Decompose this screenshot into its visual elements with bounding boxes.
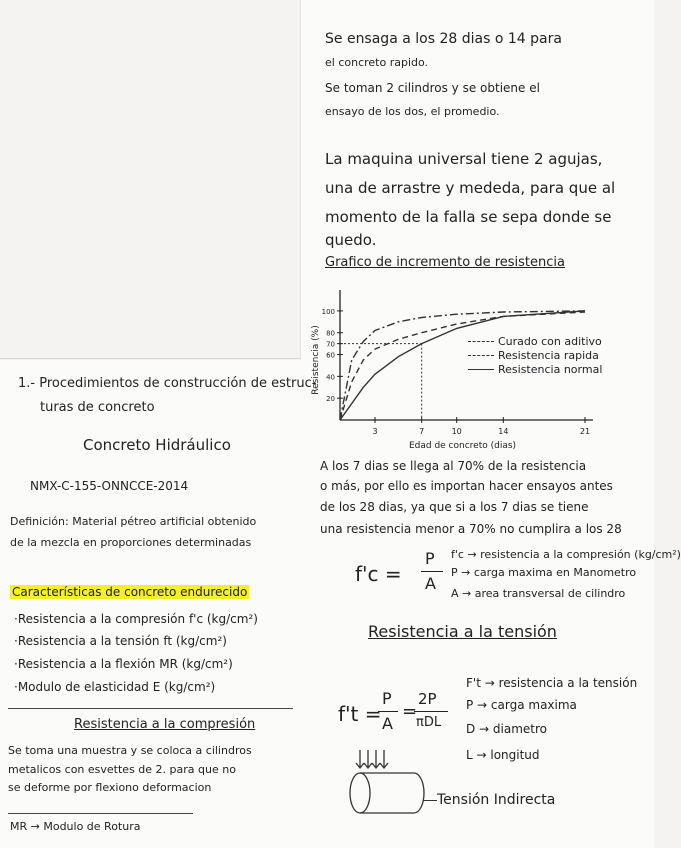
x-tick-label: 21 — [579, 427, 591, 436]
tension-def: L → longitud — [466, 748, 540, 762]
legend — [468, 334, 602, 376]
legend-label: Resistencia normal — [498, 362, 603, 376]
mr-note: MR → Modulo de Rotura — [10, 820, 141, 833]
tension-den2: πDL — [416, 715, 442, 730]
note-line: de los 28 dias, ya que si a los 7 dias se tiene — [320, 500, 589, 514]
note-line: una de arrastre y mededa, para que al — [325, 179, 616, 197]
cylinder-sketch — [340, 745, 440, 825]
sheet-edge — [0, 358, 300, 359]
tension-def: F't → resistencia a la tensión — [466, 676, 638, 690]
note-line: el concreto rapido. — [325, 56, 429, 69]
fraction-bar — [378, 711, 398, 712]
highlighted-section — [10, 586, 249, 599]
divider — [8, 708, 293, 709]
note-line: o más, por ello es importan hacer ensayos antes — [320, 479, 613, 493]
y-tick-label: 20 — [326, 395, 335, 404]
note-line: una resistencia menor a 70% no cumplira a los 28 — [320, 522, 622, 536]
note-line: ensayo de los dos, el promedio. — [325, 105, 500, 118]
x-tick-label: 14 — [498, 427, 509, 436]
legend-item — [468, 348, 602, 362]
x-tick-label: 7 — [419, 427, 425, 436]
tension-title: Resistencia a la tensión — [368, 622, 557, 641]
tension-num2: 2P — [418, 690, 437, 708]
note-line: Se toman 2 cilindros y se obtiene el — [325, 81, 540, 95]
tension-formula-lhs: f't = — [338, 702, 382, 726]
definition: de la mezcla en proporciones determinadas — [10, 536, 252, 549]
note-line: La maquina universal tiene 2 agujas, — [325, 150, 603, 168]
formula-def: f'c → resistencia a la compresión (kg/cm²) — [451, 548, 681, 561]
tension-def: P → carga maxima — [466, 698, 577, 712]
legend-swatch-dashdot — [468, 341, 494, 342]
list-item: ·Resistencia a la flexión MR (kg/cm²) — [14, 657, 233, 671]
x-tick-label: 10 — [451, 427, 462, 436]
section-heading: turas de concreto — [40, 400, 155, 415]
legend-item — [468, 362, 602, 376]
subtitle: Concreto Hidráulico — [83, 436, 231, 454]
definition: Definición: Material pétreo artificial obtenido — [10, 515, 257, 528]
section-heading: 1.- Procedimientos de construcción de estruc- — [18, 376, 317, 391]
norm-code: NMX-C-155-ONNCCE-2014 — [30, 479, 189, 493]
tension-num1: P — [382, 689, 392, 708]
list-item: ·Resistencia a la compresión f'c (kg/cm²) — [14, 612, 258, 626]
tension-eq: = — [402, 701, 418, 722]
formula-def: A → area transversal de cilindro — [451, 587, 626, 600]
x-tick-label: 3 — [372, 427, 378, 436]
list-item: ·Resistencia a la tensión ft (kg/cm²) — [14, 634, 227, 648]
formula-def: P → carga maxima en Manometro — [451, 566, 637, 579]
legend-item — [468, 334, 602, 348]
legend-swatch-dashed — [468, 355, 494, 356]
y-tick-label: 70 — [326, 340, 335, 349]
formula-lhs: f'c = — [355, 562, 402, 586]
highlight-text: Características de concreto endurecido — [12, 585, 248, 599]
list-item: ·Modulo de elasticidad E (kg/cm²) — [14, 680, 216, 694]
fraction-bar — [421, 571, 443, 572]
y-tick-label: 80 — [326, 329, 335, 338]
fraction-bar — [414, 711, 448, 712]
compression-line: se deforme por flexiono deformacion — [8, 781, 212, 794]
graph-title: Grafico de incremento de resistencia — [325, 255, 565, 270]
compression-line: Se toma una muestra y se coloca a cilindros — [8, 744, 252, 757]
y-tick-label: 60 — [326, 351, 335, 360]
arrow-icon — [423, 800, 437, 801]
y-axis-label: Resistencia (%) — [311, 325, 321, 395]
y-tick-label: 40 — [326, 373, 335, 382]
legend-label: Resistencia rapida — [498, 348, 599, 362]
divider — [8, 813, 193, 814]
formula-numerator: P — [425, 549, 435, 568]
y-tick-label: 100 — [321, 307, 335, 316]
note-line: momento de la falla se sepa donde se — [325, 208, 612, 226]
x-axis-label: Edad de concreto (dias) — [408, 441, 517, 451]
legend-label: Curado con aditivo — [498, 334, 602, 348]
note-line: A los 7 dias se llega al 70% de la resistencia — [320, 459, 587, 473]
note-line: quedo. — [325, 231, 377, 249]
legend-swatch-solid — [468, 369, 494, 370]
tension-def: D → diametro — [466, 722, 548, 736]
formula-denominator: A — [425, 574, 436, 593]
compression-line: metalicos con esvettes de 2. para que no — [8, 763, 236, 776]
note-line: Se ensaga a los 28 dias o 14 para — [325, 31, 562, 47]
tension-den1: A — [382, 714, 393, 733]
indirect-label: Tensión Indirecta — [437, 792, 556, 808]
compression-title: Resistencia a la compresión — [74, 717, 256, 732]
